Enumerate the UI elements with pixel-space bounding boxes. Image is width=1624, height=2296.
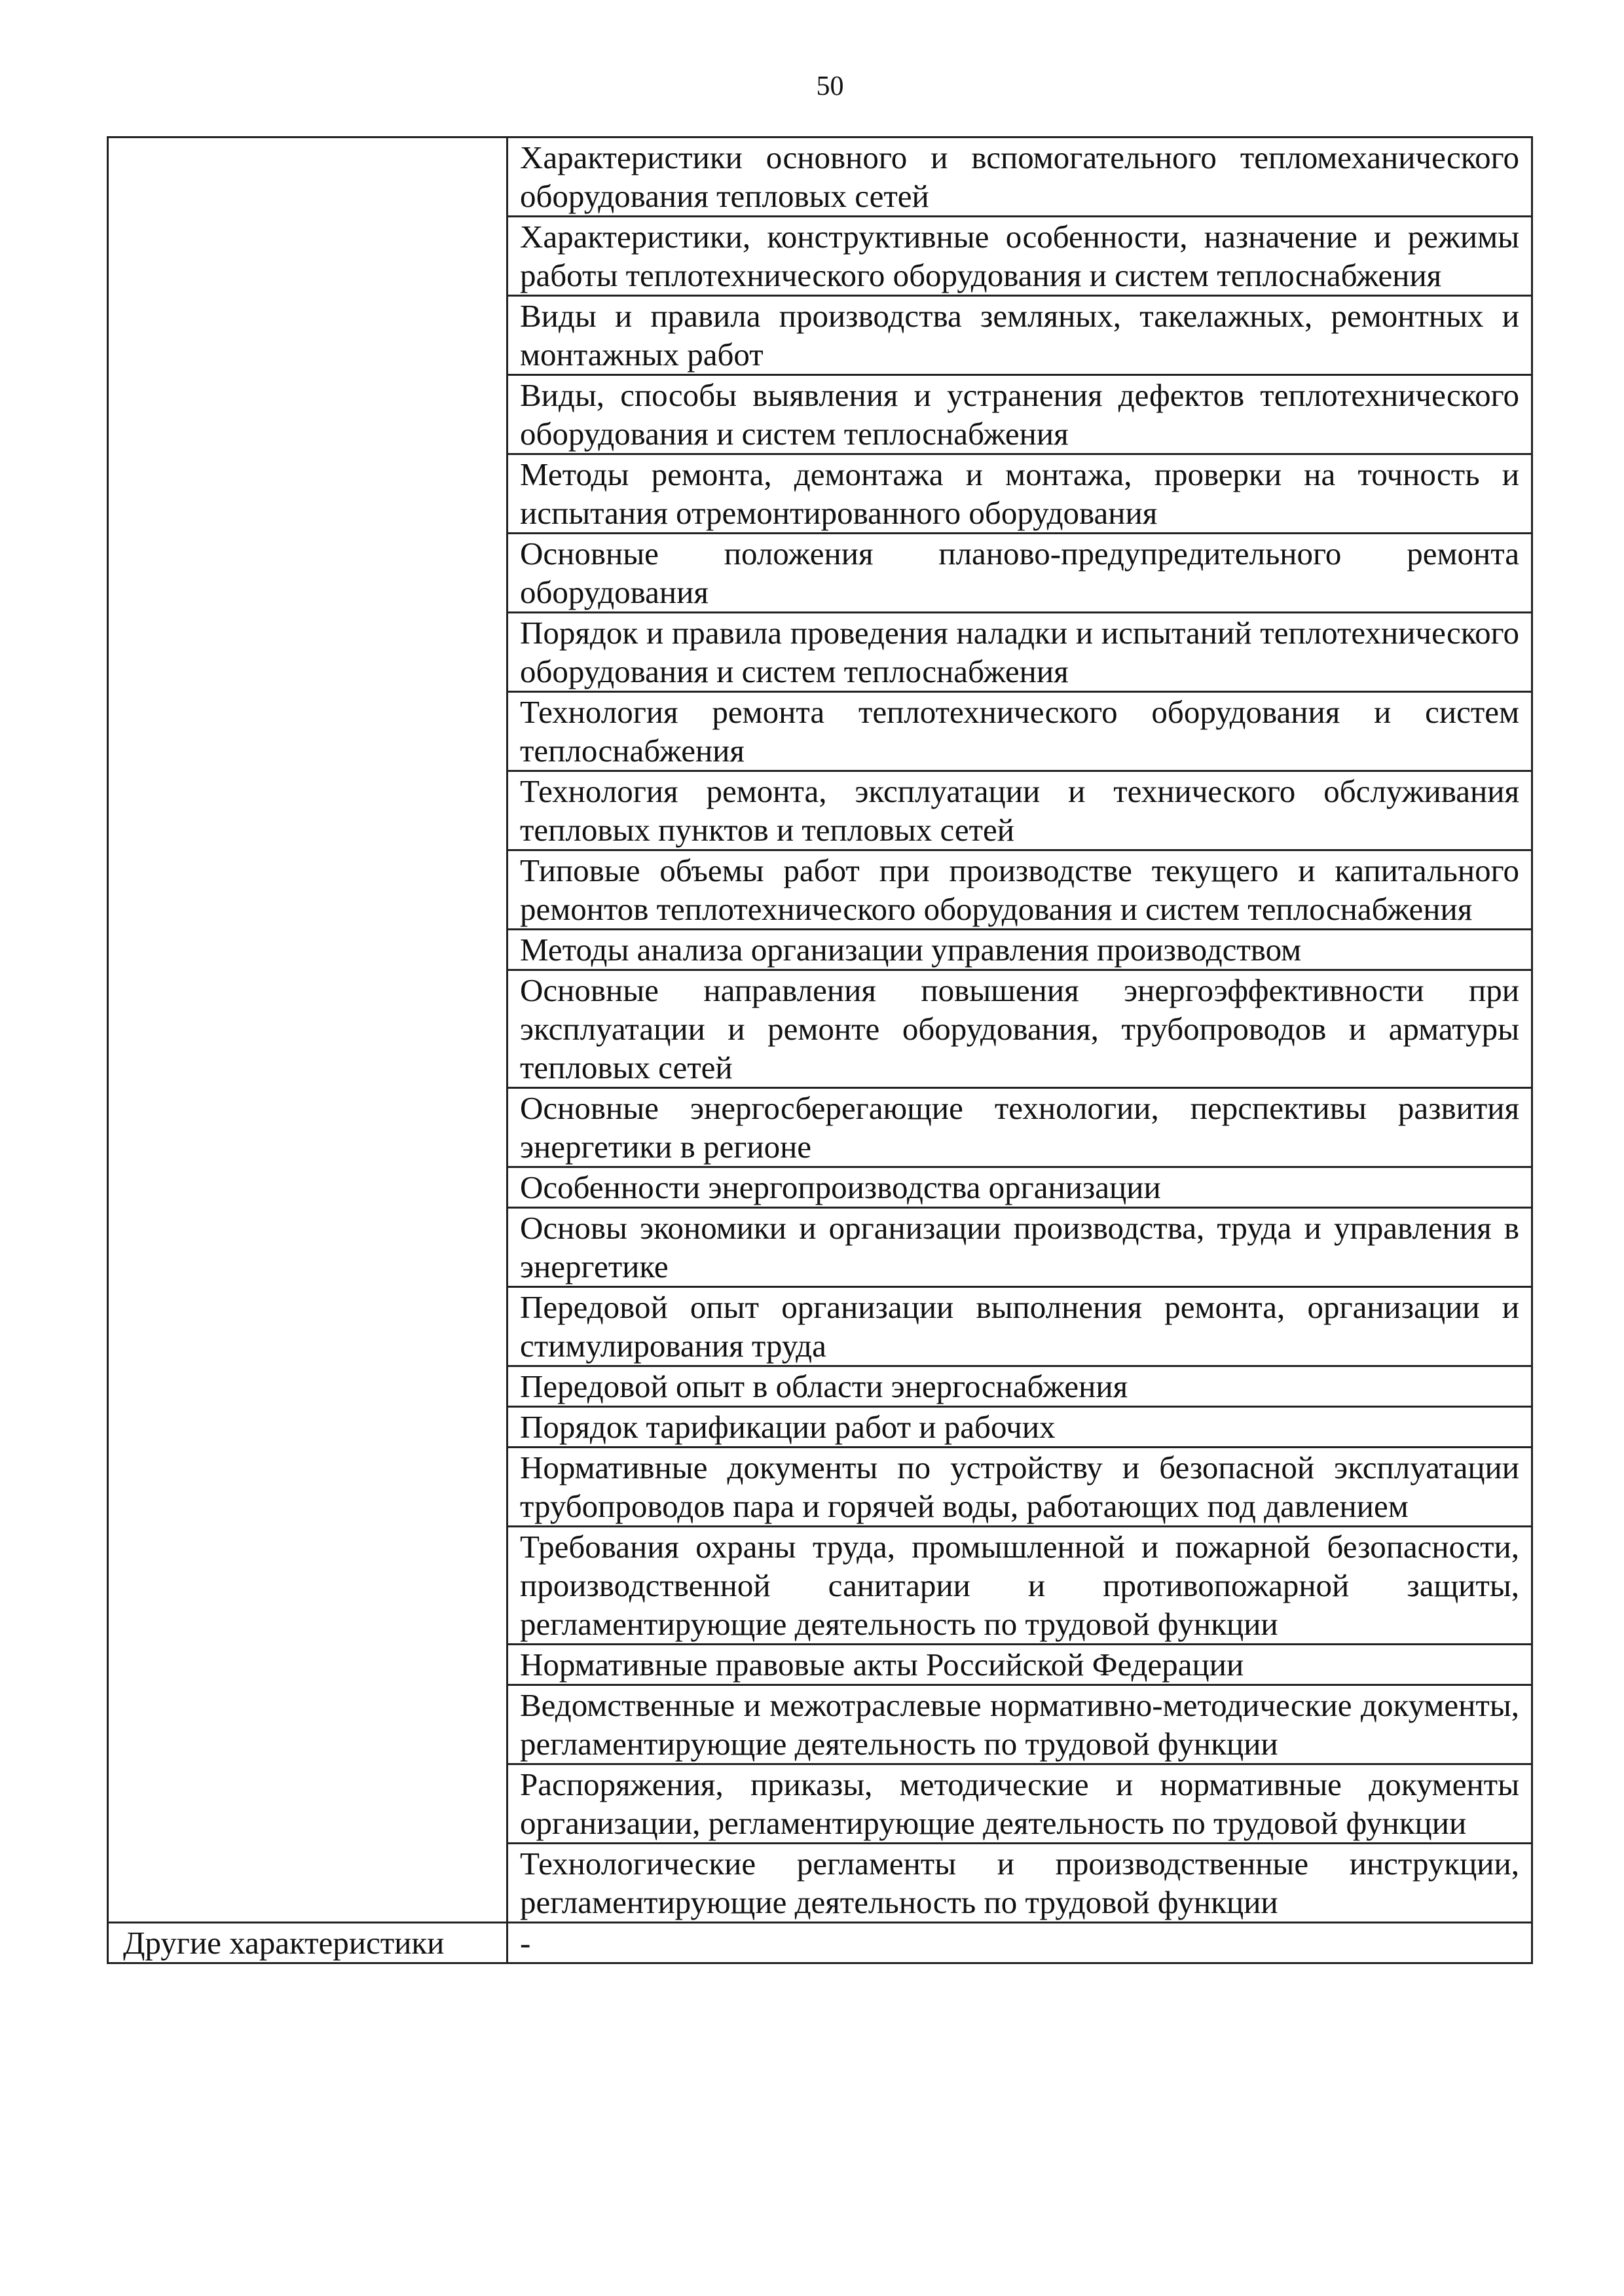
knowledge-row: [108, 137, 1532, 217]
knowledge-item: Основные положения планово-предупредительного ремонта оборудования: [507, 534, 1532, 613]
knowledge-item: Распоряжения, приказы, методические и нормативные документы организации, регламентирующие деятельность по трудовой функции: [507, 1764, 1532, 1844]
other-characteristics-label: Другие характеристики: [108, 1923, 507, 1963]
knowledge-item: Характеристики, конструктивные особенности, назначение и режимы работы теплотехнического оборудования и систем теплоснабжения: [507, 217, 1532, 296]
knowledge-item: Нормативные правовые акты Российской Федерации: [507, 1645, 1532, 1685]
knowledge-item: Технологические регламенты и производственные инструкции, регламентирующие деятельность по трудовой функции: [507, 1844, 1532, 1923]
knowledge-item: Основные направления повышения энергоэффективности при эксплуатации и ремонте оборудования, трубопроводов и арматуры тепловых сетей: [507, 970, 1532, 1088]
knowledge-item: Нормативные документы по устройству и безопасной эксплуатации трубопроводов пара и горячей воды, работающих под давлением: [507, 1448, 1532, 1527]
knowledge-label-cell: [108, 137, 507, 1923]
other-characteristics-value: -: [507, 1923, 1532, 1963]
knowledge-item: Методы ремонта, демонтажа и монтажа, проверки на точность и испытания отремонтированного оборудования: [507, 454, 1532, 534]
knowledge-item: Виды, способы выявления и устранения дефектов теплотехнического оборудования и систем теплоснабжения: [507, 375, 1532, 454]
knowledge-item: Характеристики основного и вспомогательного тепломеханического оборудования тепловых сетей: [507, 137, 1532, 217]
other-characteristics-row: [108, 1923, 1532, 1963]
knowledge-item: Особенности энергопроизводства организации: [507, 1167, 1532, 1208]
knowledge-item: Основные энергосберегающие технологии, перспективы развития энергетики в регионе: [507, 1088, 1532, 1167]
knowledge-item: Основы экономики и организации производства, труда и управления в энергетике: [507, 1208, 1532, 1287]
knowledge-item: Порядок тарификации работ и рабочих: [507, 1407, 1532, 1448]
knowledge-item: Технология ремонта, эксплуатации и технического обслуживания тепловых пунктов и тепловых сетей: [507, 771, 1532, 850]
knowledge-item: Методы анализа организации управления производством: [507, 930, 1532, 970]
knowledge-item: Виды и правила производства земляных, такелажных, ремонтных и монтажных работ: [507, 296, 1532, 375]
knowledge-item: Ведомственные и межотраслевые нормативно-методические документы, регламентирующие деятельность по трудовой функции: [507, 1685, 1532, 1764]
knowledge-item: Технология ремонта теплотехнического оборудования и систем теплоснабжения: [507, 692, 1532, 771]
knowledge-item: Типовые объемы работ при производстве текущего и капитального ремонтов теплотехнического оборудования и систем теплоснабжения: [507, 850, 1532, 930]
knowledge-item: Требования охраны труда, промышленной и пожарной безопасности, производственной санитарии и противопожарной защиты, регламентирующие деятельность по трудовой функции: [507, 1527, 1532, 1645]
knowledge-item: Передовой опыт организации выполнения ремонта, организации и стимулирования труда: [507, 1287, 1532, 1366]
knowledge-item: Порядок и правила проведения наладки и испытаний теплотехнического оборудования и систем теплоснабжения: [507, 613, 1532, 692]
knowledge-item: Передовой опыт в области энергоснабжения: [507, 1366, 1532, 1407]
knowledge-table: [107, 136, 1533, 1964]
page-number: 50: [816, 71, 844, 101]
knowledge-table-body: [108, 137, 1532, 1963]
